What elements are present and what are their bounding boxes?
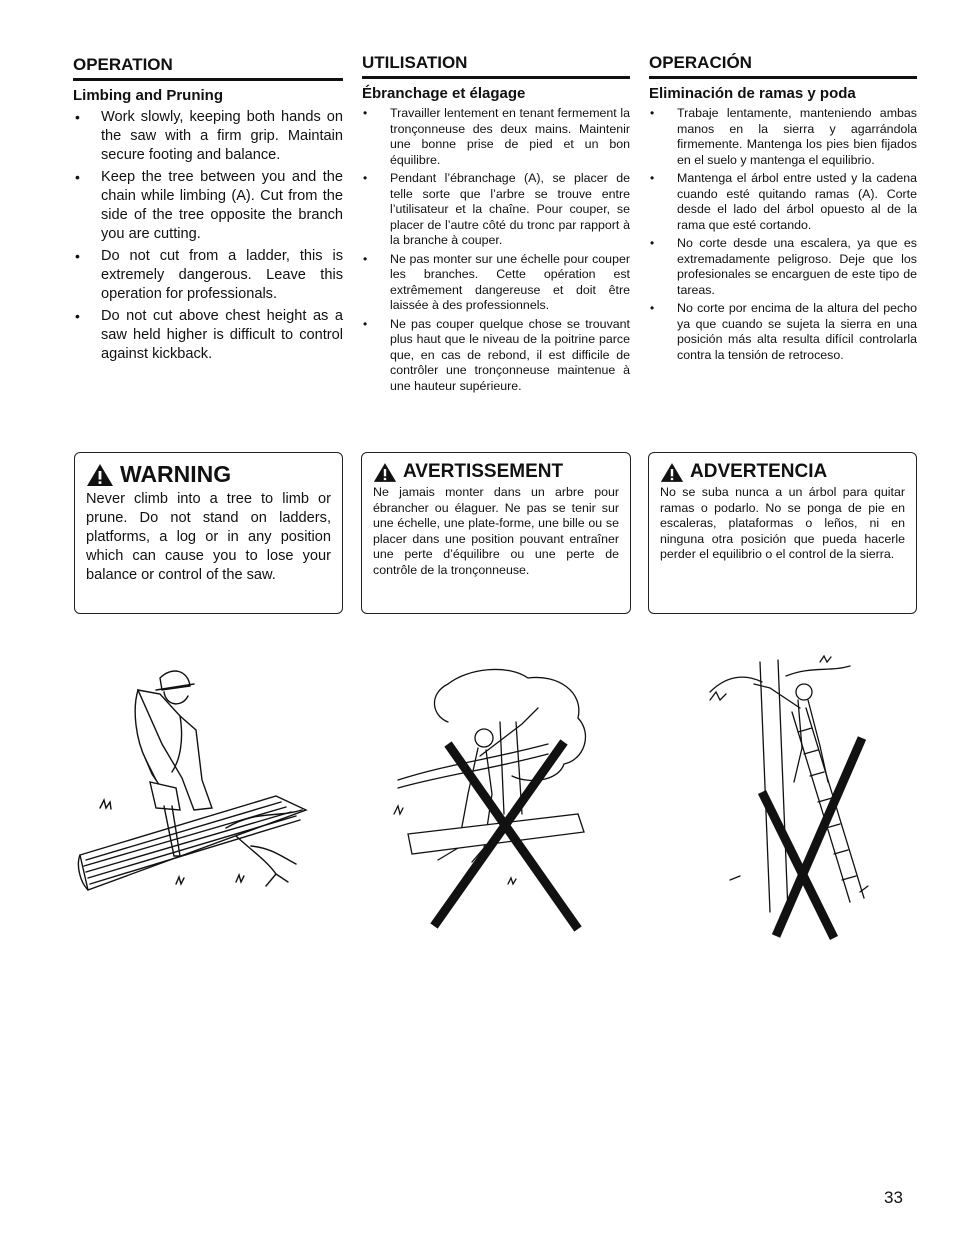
bullet-icon: • bbox=[650, 106, 655, 120]
column-english bbox=[73, 52, 343, 367]
bullet-icon: • bbox=[650, 301, 655, 315]
bullet-icon: • bbox=[363, 316, 368, 331]
warning-box-spanish bbox=[648, 452, 917, 614]
warning-heading-spanish: ADVERTENCIA bbox=[660, 461, 905, 483]
list-item: • Travailler lentement en tenant fermement la tronçonneuse des deux mains. Maintenir une bonne prise de pied et un bon équilibre. bbox=[363, 106, 630, 167]
bullet-icon: • bbox=[363, 106, 368, 120]
warning-heading-english: WARNING bbox=[86, 461, 331, 488]
list-item: • Do not cut from a ladder, this is extremely dangerous. Leave this operation for professionals. bbox=[75, 248, 343, 302]
subheading-spanish: Eliminación de ramas y poda bbox=[649, 85, 856, 102]
section-heading-english: OPERATION bbox=[73, 52, 343, 81]
warning-triangle-icon bbox=[86, 463, 114, 487]
subheading-english: Limbing and Pruning bbox=[73, 87, 223, 104]
list-item: • Ne pas monter sur une échelle pour couper les branches. Cette opération est extrêmement dangereuse et doit être laissée à des professionnels. bbox=[363, 251, 630, 312]
page-number: 33 bbox=[884, 1188, 903, 1207]
list-item: • Pendant l’ébranchage (A), se placer de telle sorte que l’arbre se trouve entre l’utilisateur et la chaîne. Pour couper, se placer de l’autre côté du tronc par rapport à la branche à couper. bbox=[363, 171, 630, 247]
illustration-standing-on-log-crossed-out bbox=[388, 664, 594, 934]
bullet-icon: • bbox=[75, 169, 80, 185]
warning-triangle-icon bbox=[660, 462, 684, 483]
subheading-french: Ébranchage et élagage bbox=[362, 85, 526, 102]
warning-box-french bbox=[361, 452, 631, 614]
bullet-icon: • bbox=[363, 171, 368, 185]
warning-triangle-icon bbox=[373, 462, 397, 483]
section-heading-spanish: OPERACIÓN bbox=[649, 52, 917, 79]
warning-text-spanish: No se suba nunca a un árbol para quitar ramas o podarlo. No se ponga de pie en escaleras, plataformas o leños, ni en ninguna otra posición que pueda hacerle perder el equilibrio o el control de la sierra. bbox=[660, 485, 905, 561]
list-item: • Keep the tree between you and the chain while limbing (A). Cut from the side of the tree opposite the branch you are cutting. bbox=[75, 169, 343, 242]
bullet-icon: • bbox=[75, 308, 80, 324]
warning-text-english: Never climb into a tree to limb or prune. Do not stand on ladders, platforms, a log or in any position which can cause you to lose your balance or control of the saw. bbox=[86, 491, 331, 583]
list-item: • Work slowly, keeping both hands on the saw with a firm grip. Maintain secure footing and balance. bbox=[75, 109, 343, 163]
illustration-ladder-crossed-out bbox=[700, 652, 900, 942]
list-item: • Do not cut above chest height as a saw held higher is difficult to control against kickback. bbox=[75, 308, 343, 362]
warning-text-french: Ne jamais monter dans un arbre pour ébrancher ou élaguer. Ne pas se tenir sur une échelle, une plate-forme, une bille ou se placer dans une position pouvant entraîner une perte d’équilibre ou une perte de contrôle de la tronçonneuse. bbox=[373, 485, 619, 577]
column-spanish bbox=[649, 52, 917, 366]
list-item: • Trabaje lentamente, manteniendo ambas manos en la sierra y agarrándola firmemente. Mantenga los pies bien fijados en el suelo y mantenga el equilibrio. bbox=[650, 106, 917, 167]
warning-heading-french: AVERTISSEMENT bbox=[373, 461, 619, 483]
list-item: • Mantenga el árbol entre usted y la cadena cuando esté quitando ramas (A). Corte desde el lado del árbol opuesto al de la rama que esté cortando. bbox=[650, 171, 917, 232]
list-item: • Ne pas couper quelque chose se trouvant plus haut que le niveau de la poitrine parce que, en cas de rebond, il est difficile de contrôler une tronçonneuse maintenue à une hauteur supérieure. bbox=[363, 316, 630, 393]
warning-box-english bbox=[74, 452, 343, 614]
bullet-icon: • bbox=[75, 109, 80, 125]
bullet-icon: • bbox=[650, 236, 655, 250]
bullet-list-french bbox=[362, 106, 630, 394]
bullet-icon: • bbox=[650, 171, 655, 185]
column-french bbox=[362, 52, 630, 397]
bullet-list-english bbox=[73, 108, 343, 364]
illustration-limbing-log bbox=[76, 660, 312, 908]
list-item: • No corte desde una escalera, ya que es extremadamente peligroso. Deje que los profesionales se encarguen de este tipo de tareas. bbox=[650, 236, 917, 297]
bullet-icon: • bbox=[363, 251, 368, 266]
section-heading-french: UTILISATION bbox=[362, 52, 630, 79]
list-item: • No corte por encima de la altura del pecho ya que cuando se sujeta la sierra en una posición más alta resulta difícil controlarla contra la tensión de retroceso. bbox=[650, 301, 917, 362]
bullet-icon: • bbox=[75, 248, 80, 264]
bullet-list-spanish bbox=[649, 106, 917, 363]
